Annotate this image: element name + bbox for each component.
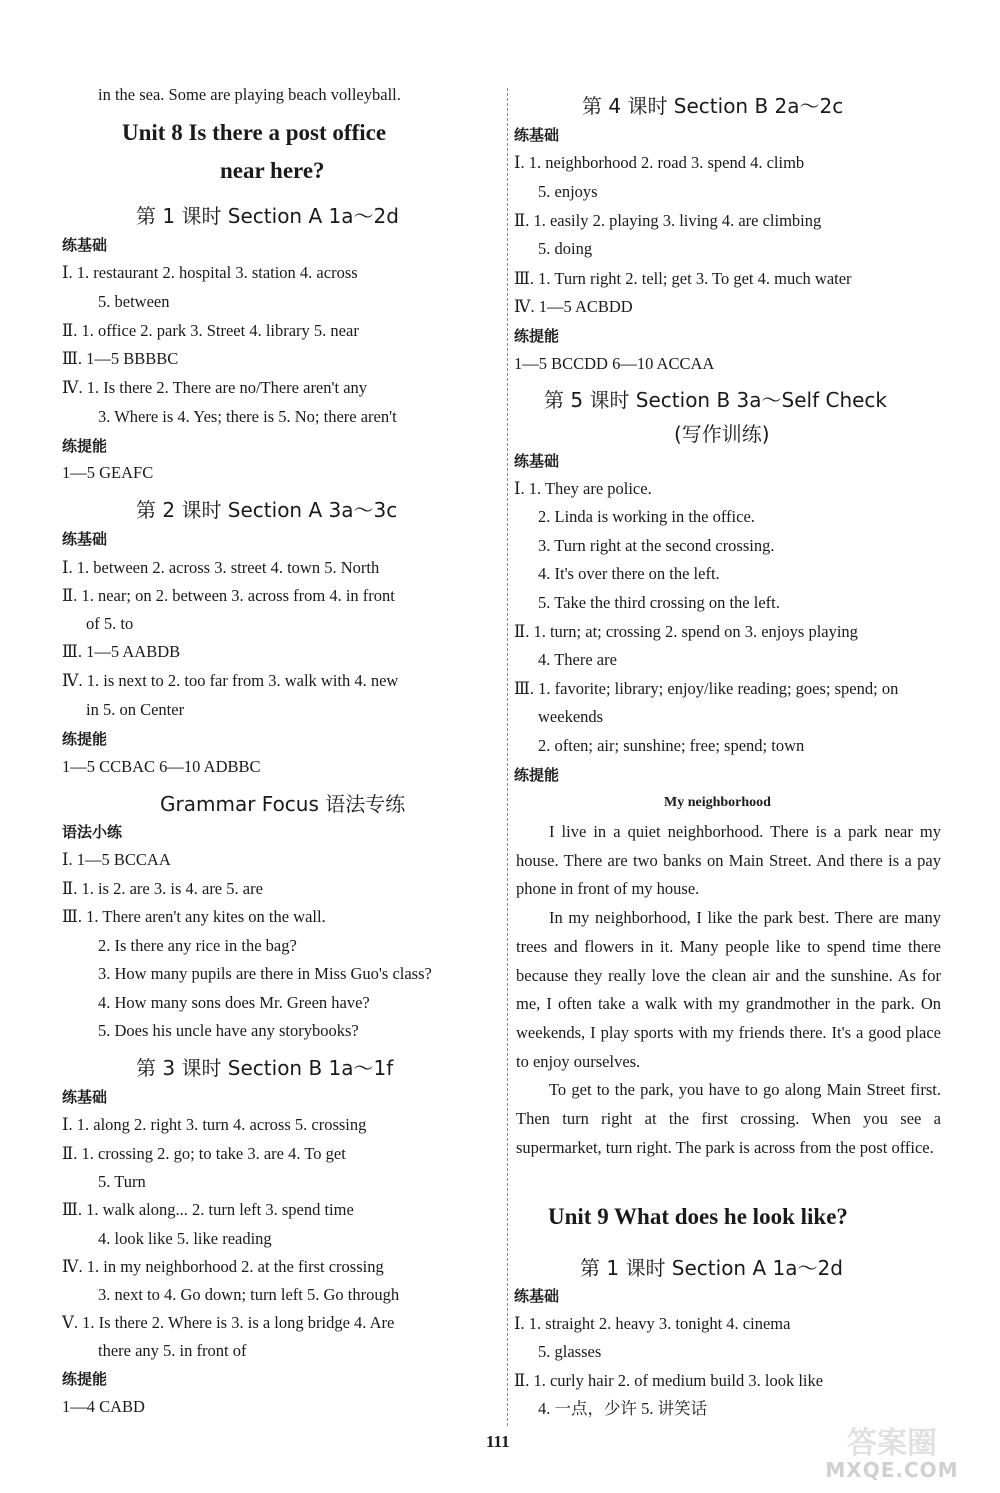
answer-line: Ⅰ. 1. along 2. right 3. turn 4. across 5. crossing <box>62 1115 367 1134</box>
answer-line: 4. There are <box>538 650 617 669</box>
answer-line: Ⅰ. 1—5 BCCAA <box>62 850 171 869</box>
label-ability: 练提能 <box>514 766 560 784</box>
answer-line: 2. Linda is working in the office. <box>538 507 755 526</box>
answer-line: 5. enjoys <box>538 182 598 201</box>
watermark-logo <box>812 1418 972 1488</box>
label-ability: 练提能 <box>62 1370 108 1388</box>
lesson4-title: 第 4 课时 Section B 2a～2c <box>582 94 844 118</box>
answer-line: Ⅱ. 1. office 2. park 3. Street 4. library 5. near <box>62 321 359 340</box>
answer-line: Ⅳ. 1. is next to 2. too far from 3. walk with 4. new <box>62 671 399 690</box>
label-ability: 练提能 <box>62 730 108 748</box>
essay-paragraph: In my neighborhood, I like the park best. There are many trees and flowers in it. Many people like to spend time there because they really love the clean air and the sunshine. As for me, I often take a walk with my grandmother in the park. On weekends, I play sports with my friends there. It's a good place to enjoy ourselves. <box>516 908 941 1071</box>
answer-line: 5. doing <box>538 239 593 258</box>
answer-line: Ⅲ. 1. Turn right 2. tell; get 3. To get 4. much water <box>514 269 852 288</box>
answer-line: 4. How many sons does Mr. Green have? <box>98 993 370 1012</box>
essay-paragraph: I live in a quiet neighborhood. There is a park near my house. There are two banks on Main Street. And there is a pay phone in front of my house. <box>516 822 941 899</box>
label-basic: 练基础 <box>514 452 560 470</box>
label-grammar-practice: 语法小练 <box>62 823 123 841</box>
answer-line: Ⅳ. 1. Is there 2. There are no/There aren't any <box>62 378 368 397</box>
answer-line: Ⅲ. 1. There aren't any kites on the wall. <box>62 907 326 926</box>
answer-line: 5. glasses <box>538 1342 602 1361</box>
lesson2-title: 第 2 课时 Section A 3a～3c <box>136 498 398 522</box>
essay-paragraph: To get to the park, you have to go along Main Street first. Then turn right at the first crossing. When you see a supermarket, turn right. The park is across from the post office. <box>516 1080 941 1157</box>
watermark-text: MXQE.COM <box>825 1458 959 1482</box>
answer-line: Ⅱ. 1. crossing 2. go; to take 3. are 4. To get <box>62 1144 346 1163</box>
watermark-text-cn: 答案圈 <box>847 1426 937 1461</box>
answer-line: Ⅳ. 1—5 ACBDD <box>514 297 633 316</box>
lesson5-title: 第 5 课时 Section B 3a～Self Check <box>544 388 887 412</box>
answer-line: 2. Is there any rice in the bag? <box>98 936 297 955</box>
answer-line: 1—5 CCBAC 6—10 ADBBC <box>62 757 261 776</box>
answer-line: 3. Turn right at the second crossing. <box>538 536 775 555</box>
answer-line: 5. Does his uncle have any storybooks? <box>98 1021 359 1040</box>
answer-line: Ⅱ. 1. is 2. are 3. is 4. are 5. are <box>62 879 263 898</box>
unit8-title-line1: Unit 8 Is there a post office <box>122 120 387 145</box>
answer-line: Ⅱ. 1. curly hair 2. of medium build 3. look like <box>514 1371 824 1390</box>
unit9-title: Unit 9 What does he look like? <box>548 1204 848 1229</box>
answer-line: Ⅲ. 1—5 AABDB <box>62 642 181 661</box>
answer-line: 4. It's over there on the left. <box>538 564 720 583</box>
essay-body <box>516 818 941 1162</box>
answer-line: 5. between <box>98 292 170 311</box>
answer-line: 4. 一点，少许 5. 讲笑话 <box>538 1399 708 1418</box>
lesson5-subtitle: (写作训练) <box>674 422 770 446</box>
label-ability: 练提能 <box>514 327 560 345</box>
answer-line: of 5. to <box>86 614 134 633</box>
answer-line: 1—5 GEAFC <box>62 463 154 482</box>
answer-line: Ⅱ. 1. easily 2. playing 3. living 4. are climbing <box>514 211 822 230</box>
answer-line: Ⅰ. 1. neighborhood 2. road 3. spend 4. climb <box>514 153 805 172</box>
answer-line: Ⅰ. 1. between 2. across 3. street 4. town 5. North <box>62 558 380 577</box>
answer-line: 5. Turn <box>98 1172 146 1191</box>
answer-line: Ⅴ. 1. Is there 2. Where is 3. is a long bridge 4. Are <box>62 1313 395 1332</box>
label-ability: 练提能 <box>62 437 108 455</box>
label-basic: 练基础 <box>62 530 108 548</box>
answer-line: there any 5. in front of <box>98 1341 247 1360</box>
answer-line: Ⅲ. 1—5 BBBBC <box>62 349 179 368</box>
answer-line: Ⅰ. 1. They are police. <box>514 479 652 498</box>
intro-line: in the sea. Some are playing beach volleyball. <box>98 85 401 104</box>
answer-line: in 5. on Center <box>86 700 185 719</box>
lesson1-title: 第 1 课时 Section A 1a～2d <box>136 204 399 228</box>
answer-line: 3. Where is 4. Yes; there is 5. No; there aren't <box>98 407 397 426</box>
column-divider <box>507 88 508 1426</box>
answer-line: Ⅳ. 1. in my neighborhood 2. at the first crossing <box>62 1257 384 1276</box>
label-basic: 练基础 <box>62 236 108 254</box>
answer-line: Ⅱ. 1. near; on 2. between 3. across from 4. in front <box>62 586 395 605</box>
essay-title: My neighborhood <box>664 795 771 810</box>
page-number: 111 <box>486 1432 510 1451</box>
answer-line: 3. How many pupils are there in Miss Guo's class? <box>98 964 432 983</box>
answer-line: 1—5 BCCDD 6—10 ACCAA <box>514 354 715 373</box>
unit8-title-line2: near here? <box>220 158 325 183</box>
answer-line: 3. next to 4. Go down; turn left 5. Go through <box>98 1285 400 1304</box>
answer-line: Ⅲ. 1. favorite; library; enjoy/like reading; goes; spend; on <box>514 679 899 698</box>
answer-line: 5. Take the third crossing on the left. <box>538 593 780 612</box>
answer-line: Ⅱ. 1. turn; at; crossing 2. spend on 3. enjoys playing <box>514 622 858 641</box>
label-basic: 练基础 <box>514 126 560 144</box>
label-basic: 练基础 <box>62 1088 108 1106</box>
answer-line: Ⅲ. 1. walk along... 2. turn left 3. spend time <box>62 1200 354 1219</box>
label-basic: 练基础 <box>514 1287 560 1305</box>
grammar-focus-title: Grammar Focus 语法专练 <box>160 792 406 816</box>
answer-line: 2. often; air; sunshine; free; spend; town <box>538 736 805 755</box>
answer-line: Ⅰ. 1. restaurant 2. hospital 3. station 4. across <box>62 263 358 282</box>
answer-line: 4. look like 5. like reading <box>98 1229 272 1248</box>
answer-line: 1—4 CABD <box>62 1397 145 1416</box>
answer-line: Ⅰ. 1. straight 2. heavy 3. tonight 4. cinema <box>514 1314 791 1333</box>
lesson3-title: 第 3 课时 Section B 1a～1f <box>136 1056 394 1080</box>
answer-line: weekends <box>538 707 604 726</box>
u9-lesson1-title: 第 1 课时 Section A 1a～2d <box>580 1256 843 1280</box>
